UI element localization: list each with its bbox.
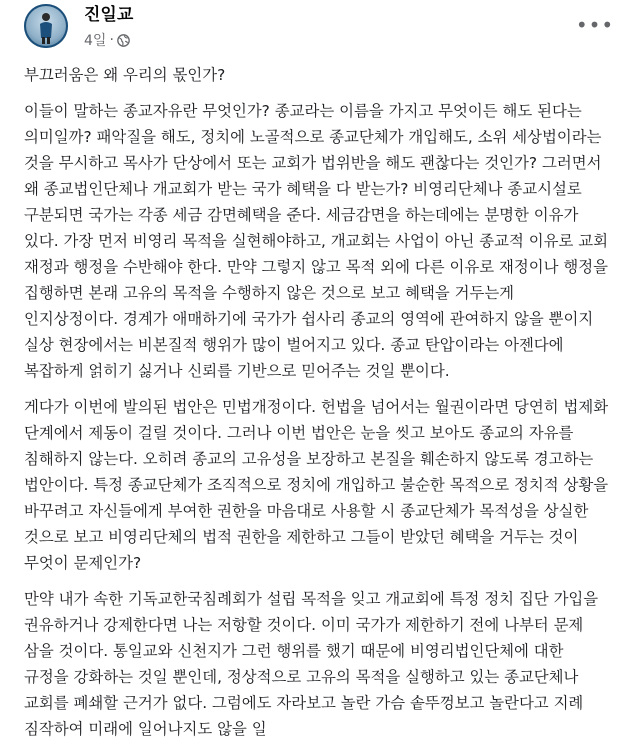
- post-paragraph: 만약 내가 속한 기독교한국침례회가 설립 목적을 잊고 개교회에 특정 정치 집단 가입을 권유하거나 강제한다면 나는 저항할 것이다. 이미 국가가 제한하기 전에 나부터 문제 삼을 것이다. 통일교와 신천지가 그런 행위를 했기 때문에 비영리법인단체에 대한 규정을 강화하는 것일 뿐인데, 정상적으로 고유의 목적을 실행하고 있는 종교단체나 교회를 폐쇄할 근거가 없다. 그럼에도 자라보고 놀란 가슴 솥뚜껑보고 놀란다고 지례 짐작하여 미래에 일어나지도 않을 일: [24, 590, 599, 738]
- post-paragraph: 이들이 말하는 종교자유란 무엇인가? 종교라는 이름을 가지고 무엇이든 해도 된다는 의미일까? 패악질을 해도, 정치에 노골적으로 종교단체가 개입해도, 소위 세상법이라는 것을 무시하고 목사가 단상에서 또는 교회가 법위반을 해도 괜찮다는 것인가? 그러면서 왜 종교법인단체나 개교회가 받는 국가 혜택을 다 받는가? 비영리단체나 종교시설로 구분되면 국가는 각종 세금 감면혜택을 준다. 세금감면을 하는데에는 분명한 이유가 있다. 가장 먼저 비영리 목적을 실현해야하고, 개교회는 사업이 아닌 종교적 이유로 교회 재정과 행정을 수반해야 한다. 만약 그렇지 않고 목적 외에 다른 이유로 재정이나 행정을 집행하면 본래 고유의 목적을 수행하지 않은 것으로 보고 혜택을 거두는게 인지상정이다. 경계가 애매하기에 국가가 쉽사리 종교의 영역에 관여하지 않을 뿐이지 실상 현장에서는 비본질적 행위가 많이 벌어지고 있다. 종교 탄압이라는 아젠다에 복잡하게 얽히기 싫거나 신뢰를 기반으로 믿어주는 것일 뿐이다.: [24, 102, 608, 380]
- post-timestamp[interactable]: 4일: [84, 33, 107, 49]
- post-meta: [84, 30, 130, 50]
- author-avatar[interactable]: [24, 4, 68, 48]
- post-paragraph: 게다가 이번에 발의된 법안은 민법개정이다. 헌법을 넘어서는 월권이라면 당연히 법제화 단계에서 제동이 걸릴 것이다. 그러나 이번 법안은 눈을 씻고 보아도 종교의 자유를 침해하지 않는다. 오히려 종교의 고유성을 보장하고 본질을 훼손하지 않도록 경고하는 법안이다. 특정 종교단체가 조직적으로 정치에 개입하고 불순한 목적으로 정치적 상황을 바꾸려고 자신들에게 부여한 권한을 마음대로 사용할 시 종교단체가 목적성을 상실한 것으로 보고 비영리단체의 법적 권한을 제한하고 그들이 받았던 혜택을 거두는 것이 무엇이 문제인가?: [24, 398, 609, 572]
- post-header: [0, 0, 632, 60]
- more-options-icon[interactable]: •••: [575, 13, 615, 37]
- post-body: [24, 62, 612, 752]
- meta-separator: ·: [109, 32, 114, 48]
- profile-photo-icon: [37, 12, 55, 44]
- globe-icon: [117, 34, 130, 47]
- author-name[interactable]: 진일교: [84, 5, 134, 25]
- post-paragraph-title: 부끄러움은 왜 우리의 몫인가?: [24, 66, 226, 84]
